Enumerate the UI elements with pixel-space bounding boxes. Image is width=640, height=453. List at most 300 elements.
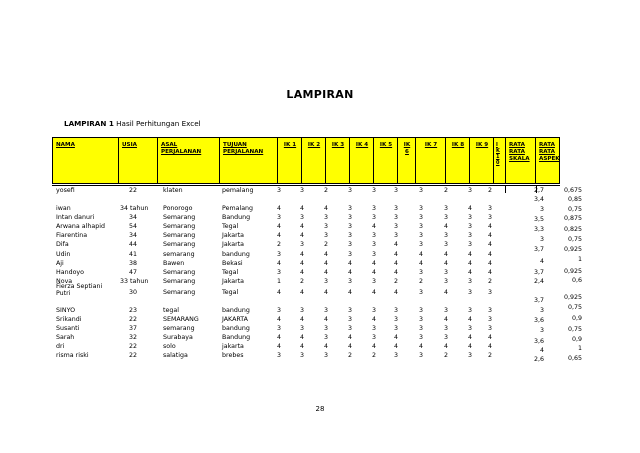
cell-ik4: 3 [347,214,352,221]
cell-ik4: 4 [347,269,352,276]
cell-asal: klaten [163,187,183,194]
cell-ik9: 3 [467,223,472,230]
header-ik3: IK 3 [326,138,350,183]
cell-ik4: 2 [347,352,352,359]
cell-ik3: 4 [323,260,328,267]
cell-ik7: 3 [418,205,423,212]
cell-rata-skala: 3 [539,327,544,334]
cell-ik10: 4 [487,232,492,239]
cell-ik6: 4 [393,334,398,341]
table-row [0,204,640,213]
cell-tujuan: Jakarta [222,278,245,285]
cell-ik5: 4 [371,343,376,350]
cell-ik6: 2 [393,278,398,285]
cell-ik8: 3 [443,307,448,314]
cell-ik7: 3 [418,334,423,341]
cell-ik3: 2 [323,241,328,248]
cell-ik6: 3 [393,205,398,212]
cell-rata-skala: 2,6 [533,356,544,363]
cell-ik1: 3 [276,307,281,314]
cell-ik9: 3 [467,214,472,221]
cell-ik1: 4 [276,205,281,212]
cell-ik1: 4 [276,289,281,296]
column-divider [505,185,506,193]
cell-nama: Handoyo [56,269,85,276]
cell-rata-aspek: 0,925 [563,294,582,301]
cell-ik4: 3 [347,316,352,323]
cell-usia: 41 [128,251,137,258]
cell-ik1: 4 [276,260,281,267]
header-rata-aspek: RATA RATA ASPEK [539,142,560,162]
table-row [0,250,640,259]
table-row [0,186,640,195]
cell-ik7: 3 [418,223,423,230]
cell-ik2: 4 [299,289,304,296]
cell-ik3: 3 [323,223,328,230]
caption-label: LAMPIRAN 1 [64,119,114,128]
cell-ik7: 3 [418,316,423,323]
cell-nama: iwan [56,205,71,212]
header-asal: ASAL PERJALANAN [158,138,220,183]
cell-ik6: 4 [393,289,398,296]
table-row [0,283,640,297]
cell-ik2: 4 [299,316,304,323]
cell-ik4: 4 [347,334,352,341]
cell-ik6: 4 [393,343,398,350]
cell-ik4: 4 [347,289,352,296]
cell-ik6: 3 [393,316,398,323]
cell-rata-skala: 3,6 [533,317,544,324]
cell-ik7: 3 [418,187,423,194]
cell-tujuan: pemalang [222,187,254,194]
cell-ik10: 3 [487,316,492,323]
cell-ik5: 3 [371,307,376,314]
cell-usia: 32 [128,334,137,341]
cell-rata-aspek: 1 [577,256,582,263]
header-ik1: IK 1 [278,138,302,183]
cell-ik7: 4 [418,251,423,258]
cell-ik5: 4 [371,260,376,267]
cell-ik2: 3 [299,307,304,314]
cell-asal: Semarang [163,289,196,296]
cell-usia: 34 tahun [120,205,149,212]
cell-ik3: 4 [323,289,328,296]
header-ik9: IK 9 [470,138,494,183]
cell-ik1: 4 [276,343,281,350]
cell-rata-aspek: 0,9 [571,336,582,343]
cell-ik9: 3 [467,241,472,248]
cell-ik3: 3 [323,232,328,239]
cell-ik3: 3 [323,214,328,221]
cell-ik1: 4 [276,316,281,323]
header-ik2: IK 2 [302,138,326,183]
cell-ik10: 4 [487,334,492,341]
cell-ik4: 3 [347,223,352,230]
cell-ik9: 4 [467,260,472,267]
cell-ik10: 4 [487,260,492,267]
cell-ik6: 3 [393,325,398,332]
cell-ik8: 3 [443,205,448,212]
cell-rata-aspek: 0,825 [563,226,582,233]
cell-ik7: 3 [418,269,423,276]
cell-ik1: 3 [276,214,281,221]
cell-ik5: 4 [371,223,376,230]
cell-ik4: 3 [347,205,352,212]
cell-rata-aspek: 0,85 [567,196,582,203]
cell-ik4: 4 [347,343,352,350]
cell-ik4: 3 [347,278,352,285]
cell-usia: 22 [128,352,137,359]
cell-ik3: 4 [323,343,328,350]
table-row [0,306,640,315]
cell-rata-skala: 3 [539,307,544,314]
header-nama: NAMA [53,138,119,183]
table-row [0,342,640,351]
cell-ik2: 4 [299,334,304,341]
cell-ik9: 3 [467,187,472,194]
cell-ik3: 3 [323,334,328,341]
cell-ik4: 3 [347,251,352,258]
cell-ik3: 4 [323,269,328,276]
header-ik8: IK 8 [446,138,470,183]
cell-ik8: 3 [443,325,448,332]
cell-ik10: 2 [487,278,492,285]
cell-ik4: 3 [347,241,352,248]
cell-nama: risma riski [56,352,89,359]
cell-asal: Semarang [163,232,196,239]
cell-ik8: 4 [443,251,448,258]
cell-ik1: 3 [276,325,281,332]
cell-ik4: 3 [347,325,352,332]
cell-ik8: 2 [443,187,448,194]
cell-ik10: 4 [487,269,492,276]
cell-ik1: 3 [276,269,281,276]
cell-asal: semarang [163,325,195,332]
cell-ik9: 3 [467,352,472,359]
cell-ik2: 4 [299,232,304,239]
cell-ik6: 3 [393,232,398,239]
caption [64,119,201,128]
cell-tujuan: Jakarta [222,241,245,248]
cell-ik1: 4 [276,334,281,341]
header-ik5: IK 5 [374,138,398,183]
cell-ik5: 3 [371,205,376,212]
cell-ik4: 3 [347,187,352,194]
cell-ik6: 3 [393,214,398,221]
table-row [0,240,640,249]
cell-usia: 54 [128,223,137,230]
cell-usia: 23 [128,307,137,314]
table-header [52,137,560,184]
cell-ik9: 3 [467,307,472,314]
cell-tujuan: Jakarta [222,232,245,239]
cell-ik3: 3 [323,352,328,359]
cell-ik8: 3 [443,269,448,276]
cell-ik9: 4 [467,316,472,323]
cell-asal: SEMARANG [163,316,199,323]
cell-ik5: 4 [371,316,376,323]
caption-text: Hasil Perhitungan Excel [116,119,201,128]
cell-asal: Bawen [163,260,185,267]
header-ik7: IK 7 [416,138,446,183]
cell-ik9: 4 [467,334,472,341]
cell-ik9: 3 [467,289,472,296]
cell-ik5: 3 [371,251,376,258]
cell-rata-aspek: 0,75 [567,326,582,333]
cell-rata-aspek: 0,75 [567,206,582,213]
cell-usia: 34 [128,214,137,221]
table-row [0,231,640,240]
cell-ik1: 3 [276,352,281,359]
cell-ik5: 3 [371,241,376,248]
cell-nama: Fierza Septiani Putri [56,283,103,297]
cell-usia: 22 [128,187,137,194]
cell-ik9: 4 [467,251,472,258]
cell-asal: Ponorogo [163,205,193,212]
cell-rata-aspek: 0,75 [567,236,582,243]
cell-ik7: 2 [418,278,423,285]
cell-nama: SINYO [56,307,76,314]
cell-ik7: 3 [418,325,423,332]
cell-ik1: 1 [276,278,281,285]
cell-usia: 34 [128,232,137,239]
cell-rata-skala: 3,5 [533,216,544,223]
header-usia: USIA [119,138,158,183]
cell-asal: Semarang [163,214,196,221]
cell-asal: tegal [163,307,179,314]
cell-tujuan: jakarta [222,343,244,350]
cell-ik2: 4 [299,343,304,350]
cell-nama: Fiarentina [56,232,88,239]
cell-usia: 44 [128,241,137,248]
table-row [0,259,640,268]
table-row [0,213,640,222]
cell-usia: 33 tahun [120,278,149,285]
cell-ik5: 3 [371,334,376,341]
cell-asal: Semarang [163,269,196,276]
cell-nama: yosefi [56,187,75,194]
cell-tujuan: Pemalang [222,205,254,212]
cell-nama: Nova [56,278,73,285]
cell-rata-skala: 3,4 [533,196,544,203]
cell-ik5: 4 [371,289,376,296]
cell-rata-aspek: 0,875 [563,215,582,222]
cell-nama: Srikandi [56,316,82,323]
page-number: 28 [315,405,325,413]
cell-ik10: 4 [487,223,492,230]
cell-usia: 22 [128,343,137,350]
cell-ik7: 3 [418,241,423,248]
cell-rata-aspek: 0,9 [571,315,582,322]
cell-ik8: 4 [443,223,448,230]
cell-ik6: 4 [393,269,398,276]
cell-ik2: 4 [299,205,304,212]
cell-ik3: 3 [323,325,328,332]
cell-ik7: 3 [418,214,423,221]
header-ik6: IK 6 [398,138,416,183]
table-row [0,333,640,342]
cell-tujuan: Tegal [222,289,239,296]
cell-ik10: 3 [487,214,492,221]
cell-asal: solo [163,343,176,350]
cell-ik5: 3 [371,278,376,285]
cell-ik5: 3 [371,187,376,194]
cell-tujuan: Bandung [222,334,251,341]
cell-ik6: 3 [393,307,398,314]
cell-rata-aspek: 0,75 [567,304,582,311]
page-title: LAMPIRAN [286,88,354,101]
cell-asal: semarang [163,251,195,258]
cell-ik7: 3 [418,352,423,359]
cell-asal: Semarang [163,223,196,230]
cell-ik8: 4 [443,260,448,267]
header-tujuan: TUJUAN PERJALANAN [220,138,278,183]
cell-usia: 37 [128,325,137,332]
cell-ik2: 3 [299,325,304,332]
cell-ik2: 3 [299,214,304,221]
cell-tujuan: JAKARTA [222,316,248,323]
cell-tujuan: Bekasi [222,260,243,267]
header-rata-skala: RATA RATA SKALA [506,138,536,183]
cell-rata-skala: 3 [539,206,544,213]
cell-rata-skala: 4 [539,347,544,354]
cell-ik2: 3 [299,352,304,359]
cell-ik7: 4 [418,260,423,267]
cell-ik5: 3 [371,214,376,221]
cell-ik7: 4 [418,343,423,350]
cell-nama: Susanti [56,325,80,332]
cell-rata-skala: 2,7 [533,187,544,194]
cell-ik6: 3 [393,223,398,230]
cell-ik9: 4 [467,205,472,212]
cell-ik10: 4 [487,241,492,248]
table-row [0,324,640,333]
cell-ik8: 4 [443,316,448,323]
cell-ik4: 3 [347,307,352,314]
cell-ik6: 3 [393,187,398,194]
cell-rata-skala: 3,7 [533,246,544,253]
column-divider [536,185,537,193]
cell-ik1: 3 [276,251,281,258]
cell-ik2: 4 [299,260,304,267]
cell-ik5: 3 [371,325,376,332]
cell-nama: Aji [56,260,64,267]
cell-rata-aspek: 1 [577,345,582,352]
cell-ik5: 2 [371,352,376,359]
cell-ik7: 3 [418,307,423,314]
cell-ik8: 3 [443,278,448,285]
cell-rata-skala: 3 [539,236,544,243]
cell-ik3: 4 [323,251,328,258]
cell-ik9: 4 [467,343,472,350]
cell-ik10: 4 [487,251,492,258]
cell-rata-skala: 3,7 [533,269,544,276]
cell-ik5: 3 [371,232,376,239]
header-ik10: I K 1 0 [494,138,506,183]
cell-rata-skala: 2,4 [533,278,544,285]
cell-ik4: 4 [347,260,352,267]
cell-ik8: 3 [443,232,448,239]
cell-ik1: 4 [276,232,281,239]
cell-ik10: 2 [487,187,492,194]
cell-rata-aspek: 0,65 [567,355,582,362]
cell-rata-aspek: 0,925 [563,268,582,275]
cell-tujuan: bandung [222,325,250,332]
cell-ik3: 3 [323,278,328,285]
cell-ik9: 4 [467,269,472,276]
cell-ik6: 4 [393,251,398,258]
cell-ik8: 3 [443,241,448,248]
cell-asal: salatiga [163,352,188,359]
cell-rata-skala: 3,7 [533,297,544,304]
cell-ik1: 2 [276,241,281,248]
cell-ik6: 4 [393,241,398,248]
cell-ik6: 4 [393,260,398,267]
cell-ik7: 3 [418,289,423,296]
cell-ik2: 4 [299,223,304,230]
cell-nama: Sarah [56,334,75,341]
cell-ik10: 2 [487,352,492,359]
cell-usia: 47 [128,269,137,276]
cell-nama: dri [56,343,65,350]
cell-tujuan: Bandung [222,214,251,221]
cell-ik8: 4 [443,289,448,296]
cell-ik2: 4 [299,269,304,276]
cell-rata-aspek: 0,6 [571,277,582,284]
cell-tujuan: brebes [222,352,244,359]
cell-ik10: 4 [487,343,492,350]
cell-tujuan: bandung [222,307,250,314]
table-row [0,351,640,360]
cell-asal: Semarang [163,241,196,248]
cell-ik8: 4 [443,343,448,350]
cell-usia: 22 [128,316,137,323]
cell-ik2: 3 [299,241,304,248]
table-row [0,315,640,324]
cell-ik3: 3 [323,307,328,314]
cell-nama: Difa [56,241,69,248]
cell-ik7: 3 [418,232,423,239]
cell-ik3: 2 [323,187,328,194]
cell-ik8: 3 [443,334,448,341]
header-ik4: IK 4 [350,138,374,183]
cell-tujuan: Tegal [222,223,239,230]
cell-ik3: 4 [323,316,328,323]
cell-nama: Intan danuri [56,214,95,221]
cell-rata-aspek: 0,675 [563,187,582,194]
cell-ik8: 3 [443,214,448,221]
cell-ik4: 3 [347,232,352,239]
cell-rata-aspek: 0,925 [563,246,582,253]
table-row [0,268,640,277]
cell-nama: Udin [56,251,71,258]
cell-rata-skala: 4 [539,258,544,265]
cell-ik6: 3 [393,352,398,359]
cell-usia: 30 [128,289,137,296]
cell-ik5: 4 [371,269,376,276]
cell-ik10: 3 [487,289,492,296]
cell-asal: Surabaya [163,334,193,341]
cell-ik10: 3 [487,325,492,332]
cell-ik2: 3 [299,187,304,194]
table-row [0,222,640,231]
cell-ik1: 3 [276,187,281,194]
cell-asal: Semarang [163,278,196,285]
cell-ik8: 2 [443,352,448,359]
cell-tujuan: bandung [222,251,250,258]
cell-ik1: 4 [276,223,281,230]
cell-ik9: 3 [467,278,472,285]
